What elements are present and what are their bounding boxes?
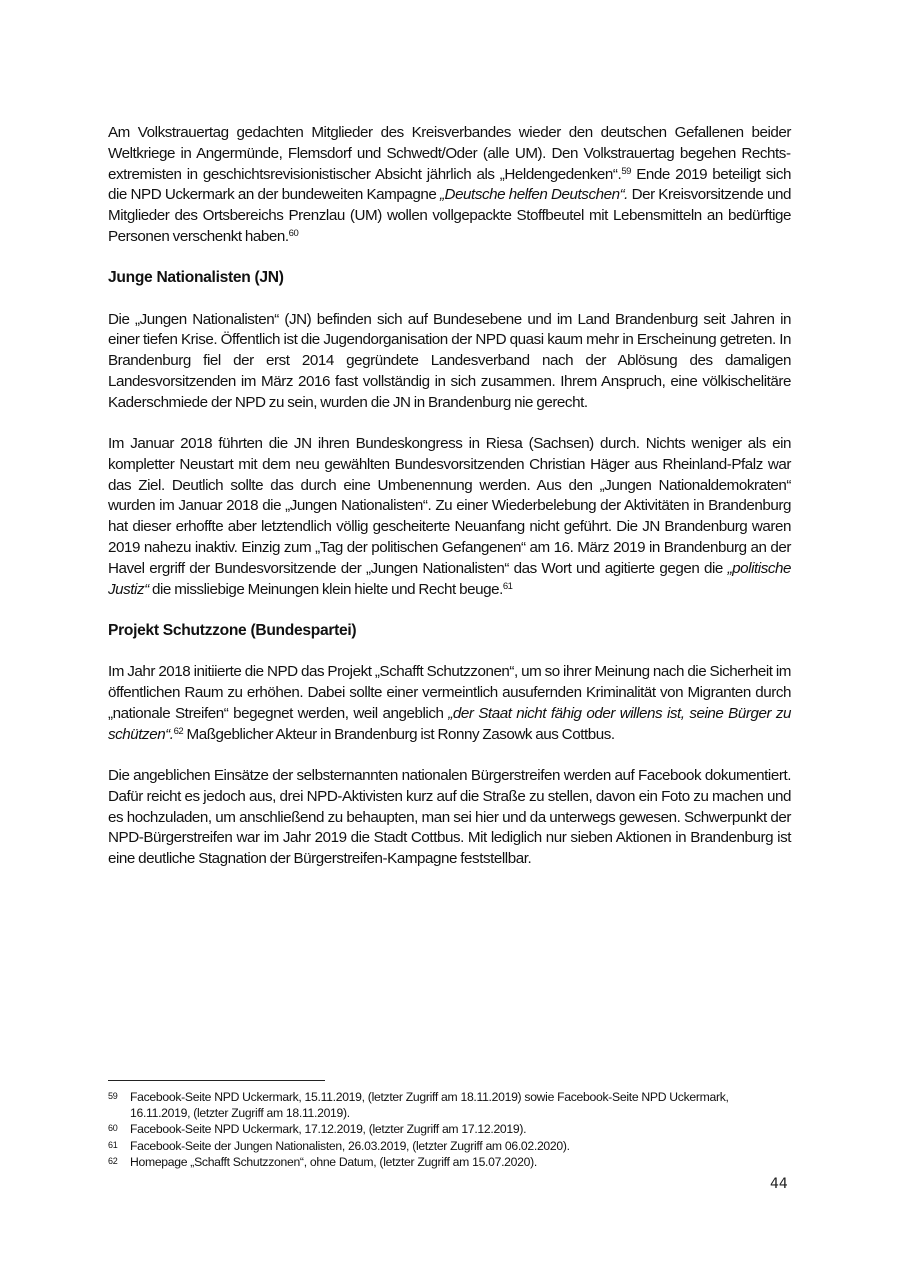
footnote-text: Facebook-Seite NPD Uckermark, 17.12.2019, (letzter Zugriff am 17.12.2019). (130, 1122, 527, 1137)
paragraph-schutzzonen (108, 662, 791, 745)
footnote-text: Facebook-Seite der Jungen Nationalisten, 26.03.2019, (letzter Zugriff am 06.02.2020). (130, 1138, 570, 1153)
footnotes (108, 1080, 791, 1170)
section-heading-schutzzone: Projekt Schutzzone (Bundespartei) (108, 621, 357, 639)
footnote-number: 60 (108, 1123, 118, 1134)
footnote-ref-60[interactable]: 60 (288, 227, 299, 239)
paragraph-jn-krise: Die „Jungen Nationalisten“ (JN) befinden sich auf Bundesebene und im Land Brandenburg seit Jahren in einer tiefen Krise. Öffentlich ist die Jugendorganisation der NPD quasi kaum mehr in Erscheinung getreten. In Brandenburg fiel der erst 2014 gegründete Landesverband nach der Ablösung des damaligen Landesvorsitzenden im März 2016 fast vollständig in sich zusammen. Ihrem Anspruch, eine völkischelitäre Kaderschmiede der NPD zu sein, wurden die JN in Brandenburg nie gerecht. (108, 310, 791, 411)
text-segment: Am Volkstrauertag gedachten Mitglieder des Kreisverbandes wieder den deutschen Gefallenen beider Weltkriege in Angermünde, Flemsdorf und Schwedt/Oder (alle UM). Den Volkstrauertag begehen Rechtsextremisten in geschichtsrevisionistischer Absicht jährlich als „Heldengedenken“. (108, 124, 791, 183)
footnote-divider (108, 1080, 325, 1081)
text-segment: Der Kreisvorsitzende und Mitglieder des Ortsbereichs Prenzlau (UM) wollen vollgepackte Stoffbeutel mit Lebensmitteln an bedürftige Personen verschenkt haben. (108, 186, 791, 245)
paragraph-jn-bundeskongress (108, 434, 791, 600)
section-heading-jn: Junge Nationalisten (JN) (108, 269, 284, 287)
footnote-ref-62[interactable]: 62 (173, 725, 184, 737)
paragraph-volkstrauertag (108, 123, 791, 248)
footnote-62 (108, 1154, 791, 1170)
footnote-text: Facebook-Seite NPD Uckermark, 15.11.2019, (letzter Zugriff am 18.11.2019) sowie Facebook-Seite NPD Uckermark, 16.11.2019, (letzter Zugriff am 18.11.2019). (130, 1090, 729, 1121)
page-body (108, 123, 791, 870)
text-segment: Ende 2019 beteiligt sich die NPD Uckermark an der bundeweiten Kampagne (108, 165, 791, 204)
italic-quote: „Deutsche helfen Deutschen“. (439, 186, 628, 204)
page-number: 44 (770, 1176, 788, 1192)
text-segment: die missliebige Meinungen klein hielte und Recht beuge. (148, 580, 503, 598)
text-segment: Maßgeblicher Akteur in Brandenburg ist Ronny Zasowk aus Cottbus. (183, 725, 615, 743)
paragraph-buergerstreifen: Die angeblichen Einsätze der selbsternannten nationalen Bürgerstreifen werden auf Facebook dokumentiert. Dafür reicht es jedoch aus, drei NPD-Aktivisten kurz auf die Straße zu stellen, davon ein Foto zu machen und es hochzuladen, um anschließend zu behaupten, man sei hier und da unterwegs gewesen. Schwerpunkt der NPD-Bürgerstreifen war im Jahr 2019 die Stadt Cottbus. Mit lediglich nur sieben Aktionen in Brandenburg ist eine deutliche Stagnation der Bürgerstreifen-Kampagne feststellbar. (108, 766, 791, 868)
footnote-ref-59[interactable]: 59 (621, 165, 631, 177)
footnote-number: 62 (108, 1155, 118, 1166)
footnote-61 (108, 1138, 791, 1154)
footnote-text: Homepage „Schafft Schutzzonen“, ohne Datum, (letzter Zugriff am 15.07.2020). (130, 1154, 537, 1169)
footnote-number: 61 (108, 1139, 118, 1150)
text-segment: Im Jahr 2018 initiierte die NPD das Projekt „Schafft Schutzzonen“, um so ihrer Meinung nach die Sicherheit im öffentlichen Raum zu erhöhen. Dabei sollte einer vermeintlich ausufernden Kriminalität von Migranten durch „nationale Streifen“ begegnet werden, weil angeblich (108, 663, 791, 722)
footnote-60 (108, 1121, 791, 1137)
italic-quote: „der Staat nicht fähig oder willens ist, seine Bürger zu schützen“. (108, 704, 791, 743)
footnote-number: 59 (108, 1091, 118, 1101)
italic-quote: „politische Justiz“ (108, 559, 791, 598)
text-segment: Im Januar 2018 führten die JN ihren Bundeskongress in Riesa (Sachsen) durch. Nichts weniger als ein kompletter Neustart mit dem neu gewählten Bundesvorsitzenden Christian Häger aus Rheinland-Pfalz war das Ziel. Deutlich sollte das durch eine Umbenennung werden. Aus den „Jungen Nationaldemokraten“ wurden im Januar 2018 die „Jungen Nationalisten“. Zu einer Wiederbelebung der Aktivitäten in Brandenburg hat dieser erhoffte aber letztendlich völlig gescheiterte Neuanfang nicht geführt. Die JN Brandenburg waren 2019 nahezu inaktiv. Einzig zum „Tag der politischen Gefangenen“ am 16. März 2019 in Brandenburg an der Havel ergriff der Bundesvorsitzende der „Jungen Nationalisten“ das Wort und agitierte gegen die (108, 435, 791, 577)
footnote-59 (108, 1089, 791, 1121)
footnote-ref-61[interactable]: 61 (502, 580, 513, 592)
